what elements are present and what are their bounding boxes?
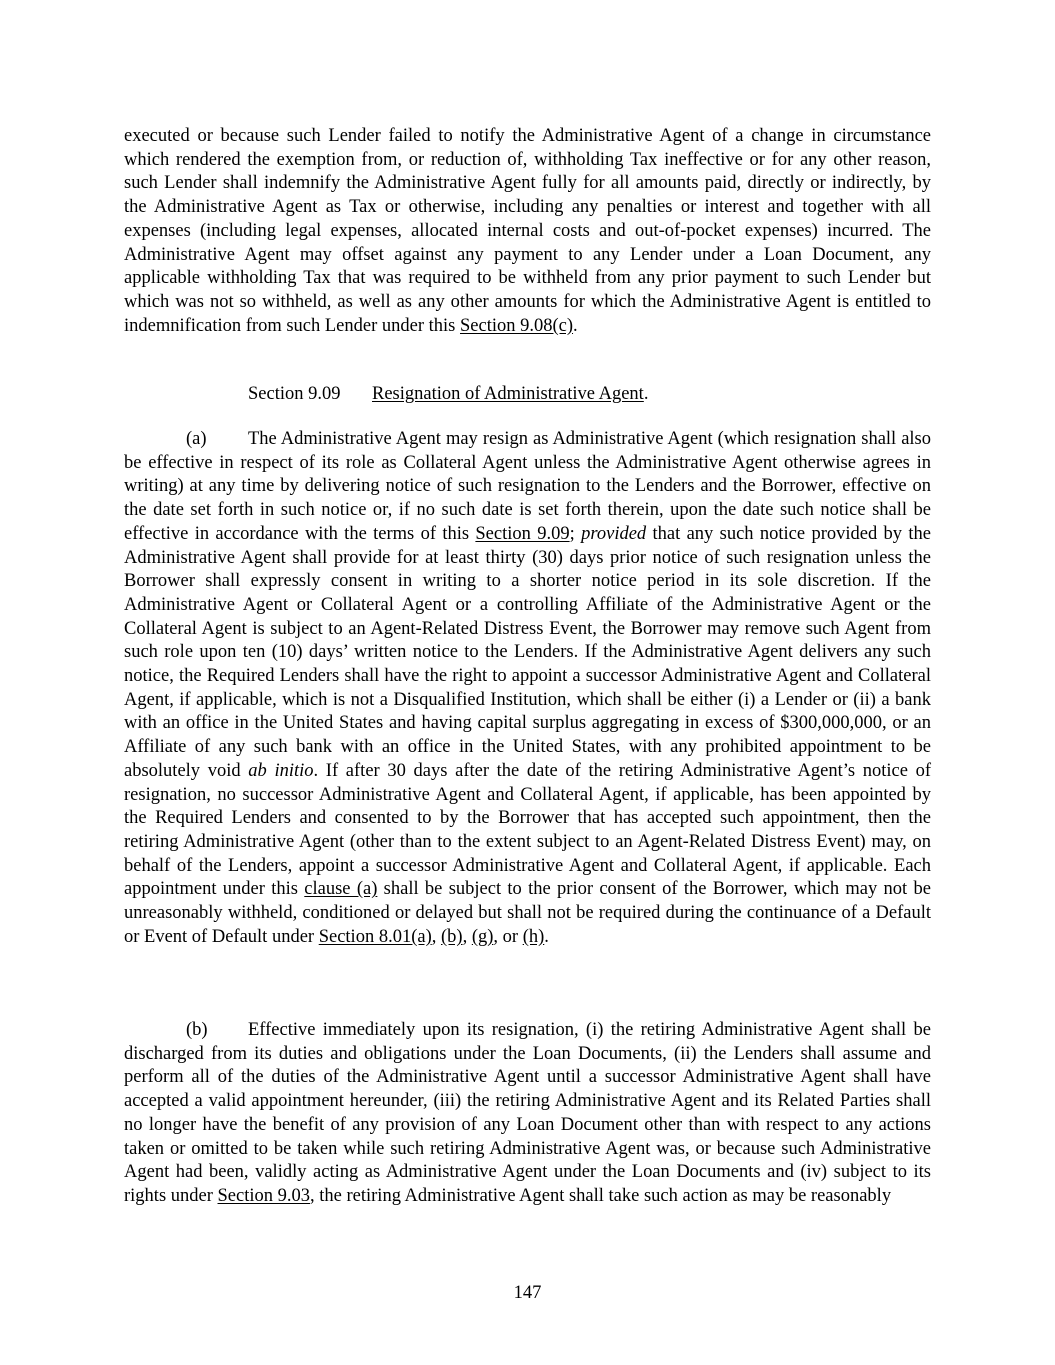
paragraph-indemnification-continued: executed or because such Lender failed to notify the Administrative Agent of a change in circumstance which rendered the exemption from, or reduction of, withholding Tax ineffective or for any other reason, such Lender shall indemnify the Administrative Agent fully for all amounts paid, directly or indirectly, by the Administrative Agent as Tax or otherwise, including any penalties or interest and together with all expenses (including legal expenses, allocated internal costs and out-of-pocket expenses) incurred. The Administrative Agent may offset against any payment to any Lender under a Loan Document, any applicable withholding Tax that was required to be withheld from any prior payment to such Lender but which was not so withheld, as well as any other amounts for which the Administrative Agent is entitled to indemnification from such Lender under this Section 9.08(c). [124, 126, 931, 336]
clause-reference[interactable]: (h) [522, 926, 545, 947]
clause-reference[interactable]: clause (a) [304, 879, 378, 900]
section-reference[interactable]: Section 9.08(c) [460, 315, 574, 336]
clause-label: (a) [186, 429, 207, 449]
clause-reference[interactable]: (b) [440, 926, 463, 947]
section-reference[interactable]: Section 9.09 [475, 523, 570, 544]
section-heading: Section 9.09 Resignation of Administrative Agent. [248, 383, 648, 407]
section-number: Section 9.09 [248, 384, 341, 404]
section-reference[interactable]: Section 8.01(a) [318, 926, 432, 947]
italic-term: provided [581, 523, 647, 544]
clause-reference[interactable]: (g) [471, 926, 494, 947]
paragraph-a: (a) The Administrative Agent may resign as Administrative Agent (which resignation shall also be effective in respect of its role as Collateral Agent unless the Administrative Agent otherwise agrees in writing) at any time by delivering notice of such resignation to the Lenders and the Borrower, effective on the date set forth in such notice or, if no such date is set forth therein, upon the date such notice shall be effective in accordance with the terms of this Section 9.09; provided that any such notice provided by the Administrative Agent shall provide for at least thirty (30) days prior notice of such resignation unless the Borrower shall expressly consent in writing to a shorter notice period in its sole discretion. If the Administrative Agent or Collateral Agent or a controlling Affiliate of the Administrative Agent or the Collateral Agent is subject to an Agent-Related Distress Event, the Borrower may remove such Agent from such role upon ten (10) days’ written notice to the Lenders. If the Administrative Agent delivers any such notice, the Required Lenders shall have the right to appoint a successor Administrative Agent and Collateral Agent, if applicable, which is not a Disqualified Institution, which shall be either (i) a Lender or (ii) a bank with an office in the United States and having capital surplus aggregating in excess of $300,000,000, or an Affiliate of any such bank with an office in the United States, with any prohibited appointment to be absolutely void ab initio. If after 30 days after the date of the retiring Administrative Agent’s notice of resignation, no successor Administrative Agent and Collateral Agent, if applicable, has been appointed by the Required Lenders and consented to by the Borrower that has accepted such appointment, then the retiring Administrative Agent (other than to the extent subject to an Agent-Related Distress Event) may, on behalf of the Lenders, appoint a successor Administrative Agent and Collateral Agent, if applicable. Each appointment under this clause (a) shall be subject to the prior consent of the Borrower, which may not be unreasonably withheld, conditioned or delayed but shall not be required during the continuance of a Default or Event of Default under Section 8.01(a), (b), (g), or (h). [124, 429, 932, 947]
paragraph-b: (b) Effective immediately upon its resignation, (i) the retiring Administrative Agent shall be discharged from its duties and obligations under the Loan Documents, (ii) the Lenders shall assume and perform all of the duties of the Administrative Agent until a successor Administrative Agent shall have accepted a valid appointment hereunder, (iii) the retiring Administrative Agent and its Related Parties shall no longer have the benefit of any provision of any Loan Document other than with respect to any actions taken or omitted to be taken while such retiring Administrative Agent was, or because such Administrative Agent had been, validly acting as Administrative Agent under the Loan Documents and (iv) subject to its rights under Section 9.03, the retiring Administrative Agent shall take such action as may be reasonably [124, 1020, 931, 1206]
italic-term: ab initio [248, 760, 314, 781]
section-reference[interactable]: Section 9.03 [217, 1185, 311, 1206]
paragraph-text: executed or because such Lender failed to notify the Administrative Agent of a change in circumstance which rendered the exemption from, or reduction of, withholding Tax ineffective or for any other reason, such Lender shall indemnify the Administrative Agent fully for all amounts paid, directly or indirectly, by the Administrative Agent as Tax or otherwise, including any penalties or interest and together with all expenses (including legal expenses, allocated internal costs and out-of-pocket expenses) incurred. The Administrative Agent may offset against any payment to any Lender under a Loan Document, any applicable withholding Tax that was required to be withheld from any prior payment to such Lender but which was not so withheld, as well as any other amounts for which the Administrative Agent is entitled to indemnification from such Lender under this [124, 126, 931, 336]
section-title: Resignation of Administrative Agent [372, 384, 644, 404]
page-number: 147 [513, 1283, 542, 1303]
clause-label: (b) [186, 1020, 208, 1040]
